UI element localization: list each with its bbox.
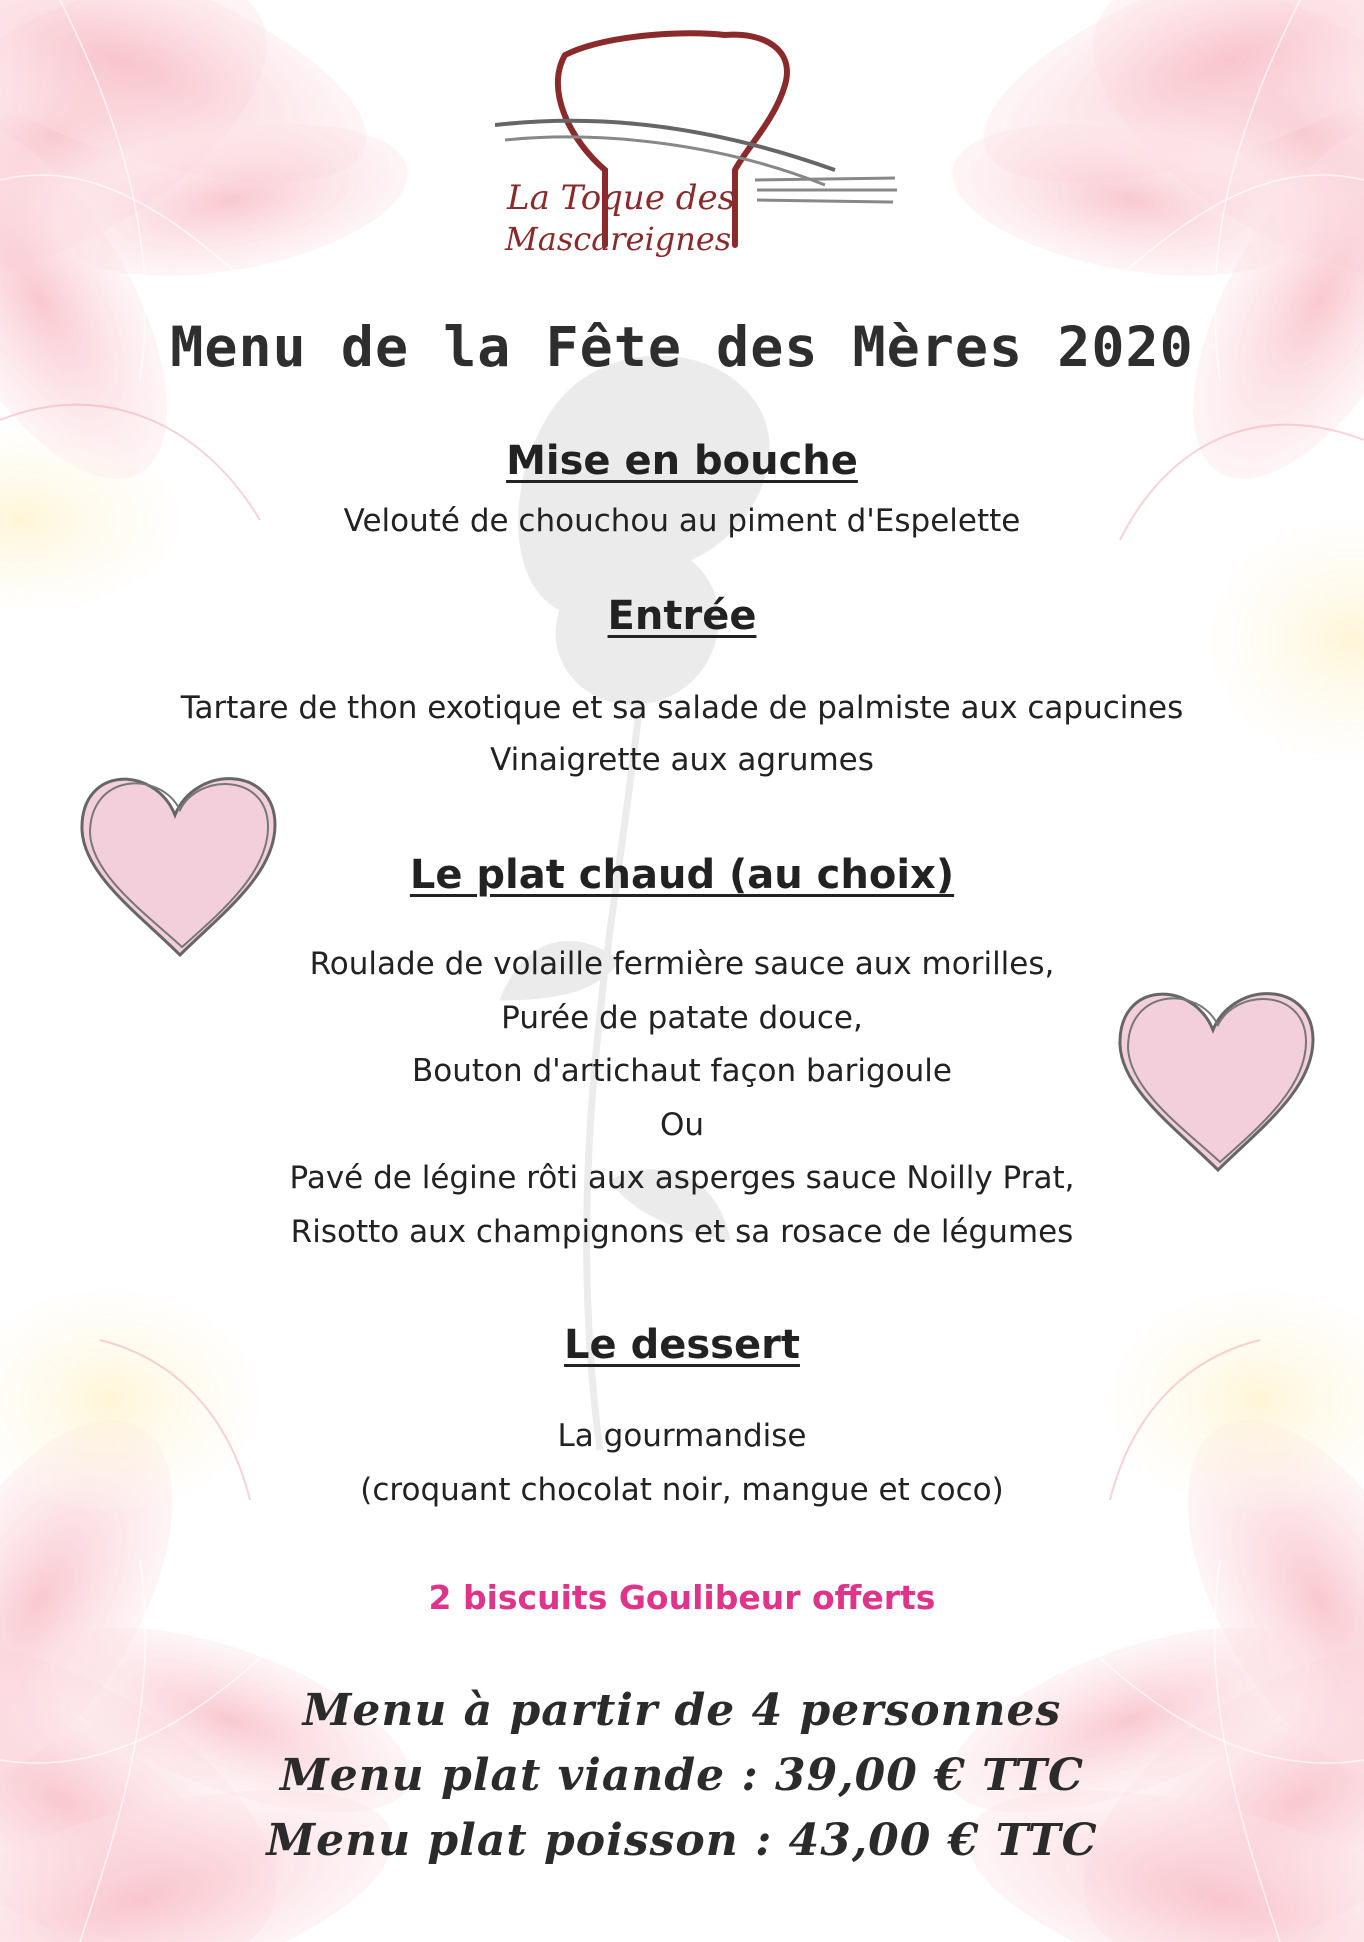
page-title: Menu de la Fête des Mères 2020 (170, 315, 1194, 379)
heart-icon (1108, 970, 1323, 1180)
restaurant-logo (495, 30, 905, 275)
menu-item-line: Bouton d'artichaut façon barigoule (412, 1053, 952, 1089)
menu-item-line: (croquant chocolat noir, mangue et coco) (360, 1472, 1004, 1508)
offer-text: 2 biscuits Goulibeur offerts (428, 1578, 936, 1617)
logo-line-2: Mascareignes (505, 220, 732, 258)
menu-item-line: Risotto aux champignons et sa rosace de légumes (290, 1214, 1074, 1250)
footer-min-persons: Menu à partir de 4 personnes (302, 1685, 1062, 1736)
menu-item-line: Tartare de thon exotique et sa salade de palmiste aux capucines (180, 690, 1184, 726)
footer-price-meat: Menu plat viande : 39,00 € TTC (279, 1750, 1085, 1801)
menu-item-line: Pavé de légine rôti aux asperges sauce Noilly Prat, (289, 1160, 1075, 1196)
menu-item-line: Purée de patate douce, (501, 1000, 863, 1036)
section-heading-mise-en-bouche: Mise en bouche (506, 438, 858, 484)
section-heading-entree: Entrée (607, 593, 757, 639)
menu-item-line: La gourmandise (557, 1418, 807, 1454)
section-heading-plat-chaud: Le plat chaud (au choix) (409, 852, 955, 898)
footer-price-fish: Menu plat poisson : 43,00 € TTC (266, 1815, 1098, 1866)
menu-item-line: Velouté de chouchou au piment d'Espelette (343, 503, 1021, 539)
menu-item-line: Ou (659, 1107, 705, 1143)
heart-icon (70, 755, 285, 965)
logo-line-1: La Toque des (507, 178, 736, 218)
section-heading-dessert: Le dessert (564, 1322, 800, 1368)
menu-item-line: Vinaigrette aux agrumes (490, 742, 874, 778)
menu-item-line: Roulade de volaille fermière sauce aux morilles, (309, 946, 1055, 982)
